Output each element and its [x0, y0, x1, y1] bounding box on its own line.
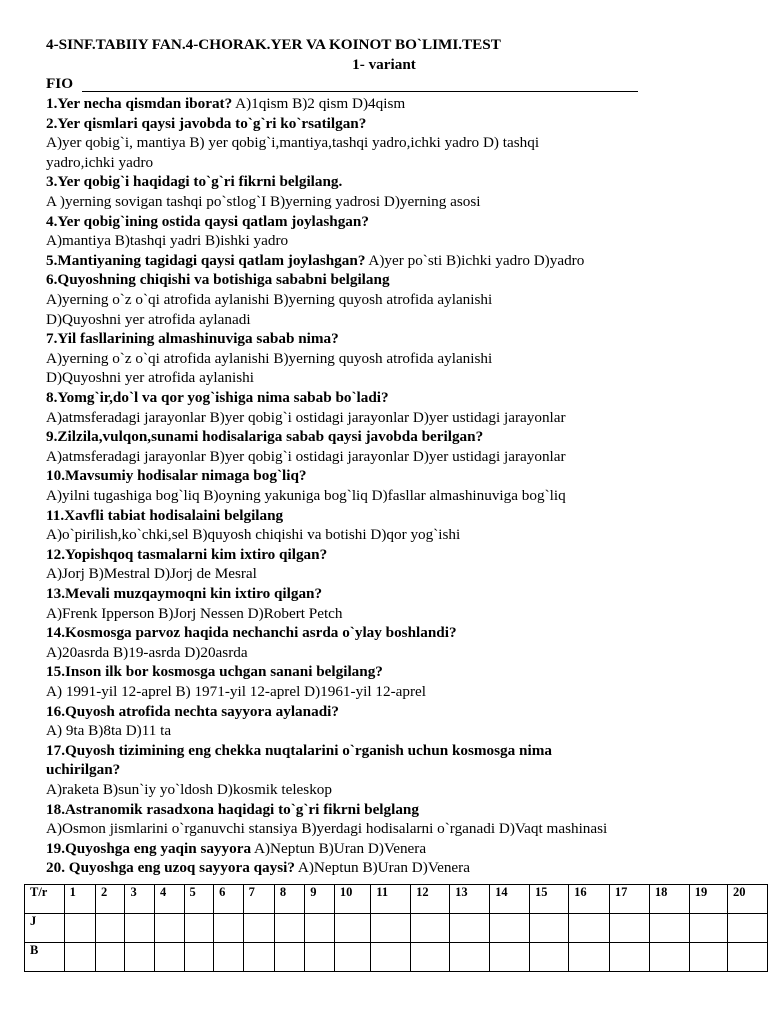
question-number-cell: 4 [155, 885, 185, 914]
question-text: 7.Yil fasllarining almashinuviga sabab nima? [46, 330, 339, 348]
question-text: 18.Astranomik rasadxona haqidagi to`g`ri fikrni belglang [46, 800, 419, 818]
answer-cell [569, 943, 610, 972]
inline-answer-options: A)yer po`sti B)ichki yadro D)yadro [365, 251, 585, 269]
answer-cell [411, 943, 450, 972]
row-label-j: J [25, 914, 65, 943]
question-number-cell: 5 [184, 885, 214, 914]
question-text: 19.Quyoshga eng yaqin sayyora [46, 839, 252, 857]
question-text: 16.Quyosh atrofida nechta sayyora aylanadi? [46, 702, 339, 720]
page-title: 4-SINF.TABIIY FAN.4-CHORAK.YER VA KOINOT BO`LIMI.TEST [46, 36, 501, 53]
question-line [46, 486, 566, 506]
answer-cell [450, 914, 490, 943]
question-text: 13.Mevali muzqaymoqni kin ixtiro qilgan? [46, 585, 323, 602]
answer-cell [411, 914, 450, 943]
question-number-cell: 9 [305, 885, 335, 914]
question-line [46, 662, 383, 682]
question-line [46, 133, 539, 153]
answer-cell [371, 914, 411, 943]
row-label-b: B [25, 943, 65, 972]
question-text: 3.Yer qobig`i haqidagi to`g`ri fikrni belgilang. [46, 173, 343, 191]
question-number-cell: 6 [214, 885, 244, 914]
answer-cell [305, 914, 335, 943]
answer-table-header-row [25, 885, 768, 914]
question-line [46, 172, 342, 192]
question-text: 8.Yomg`ir,do`l va qor yog`ishiga nima sabab bo`ladi? [46, 389, 389, 406]
answer-options: A)yilni tugashiga bog`liq B)oyning yakuniga bog`liq D)fasllar almashinuviga bog`liq [46, 487, 566, 504]
question-line [46, 270, 390, 290]
question-line [46, 388, 389, 408]
question-text: 5.Mantiyaning tagidagi qaysi qatlam joylashgan? [46, 251, 366, 269]
answer-cell [184, 943, 214, 972]
answer-cell [689, 914, 727, 943]
question-line [46, 114, 366, 134]
answer-table-row-j [25, 914, 768, 943]
question-line [46, 564, 257, 584]
question-line [46, 741, 552, 761]
answer-cell [64, 943, 95, 972]
question-text: 15.Inson ilk bor kosmosga uchgan sanani belgilang? [46, 663, 383, 681]
answer-cell [125, 943, 155, 972]
answer-cell [334, 943, 370, 972]
question-number-cell: 16 [569, 885, 610, 914]
question-line [46, 839, 426, 859]
question-number-cell: 1 [64, 885, 95, 914]
answer-cell [727, 914, 767, 943]
question-number-cell: 20 [727, 885, 767, 914]
question-line [46, 780, 332, 800]
question-line [46, 153, 153, 173]
question-line [46, 427, 483, 447]
question-line [46, 682, 426, 702]
question-line [46, 584, 322, 604]
question-line [46, 604, 343, 624]
answer-options: A) 1991-yil 12-aprel B) 1971-yil 12-aprel D)1961-yil 12-aprel [46, 683, 427, 700]
question-line [46, 800, 419, 820]
answer-options: yadro,ichki yadro [46, 153, 154, 171]
question-line [46, 290, 492, 310]
answer-cell [214, 914, 244, 943]
question-number-cell: 19 [689, 885, 727, 914]
question-number-cell: 10 [334, 885, 370, 914]
answer-options: A)20asrda B)19-asrda D)20asrda [46, 643, 248, 661]
question-number-cell: 7 [243, 885, 274, 914]
answer-cell [689, 943, 727, 972]
question-number-cell: 12 [411, 885, 450, 914]
question-line [46, 408, 566, 428]
answer-cell [334, 914, 370, 943]
question-line [46, 858, 470, 878]
question-text: 10.Mavsumiy hodisalar nimaga bog`liq? [46, 467, 307, 485]
answer-options: D)Quyoshni yer atrofida aylanishi [46, 369, 254, 387]
question-text: 9.Zilzila,vulqon,sunami hodisalariga sabab qaysi javobda berilgan? [46, 428, 484, 446]
question-number-cell: 2 [95, 885, 125, 914]
question-line [46, 760, 120, 780]
question-line [46, 466, 306, 486]
answer-cell [125, 914, 155, 943]
question-line [46, 545, 327, 565]
answer-options: D)Quyoshni yer atrofida aylanadi [46, 310, 251, 328]
question-line [46, 721, 171, 741]
question-line [46, 310, 251, 330]
table-header-label: T/r [25, 885, 65, 914]
question-line [46, 819, 607, 839]
answer-cell [530, 914, 569, 943]
answer-cell [184, 914, 214, 943]
question-line [46, 251, 584, 271]
question-line [46, 212, 369, 232]
answer-options: A)yerning o`z o`qi atrofida aylanishi B)yerning quyosh atrofida aylanishi [46, 349, 493, 367]
question-line [46, 231, 288, 251]
question-number-cell: 18 [649, 885, 689, 914]
answer-options: A)o`pirilish,ko`chki,sel B)quyosh chiqishi va botishi D)qor yog`ishi [46, 526, 461, 544]
question-line [46, 506, 283, 526]
answer-cell [305, 943, 335, 972]
question-number-cell: 3 [125, 885, 155, 914]
question-number-cell: 17 [609, 885, 649, 914]
question-line [46, 643, 248, 663]
answer-cell [490, 943, 530, 972]
question-text: 1.Yer necha qismdan iborat? [46, 95, 233, 112]
question-number-cell: 13 [450, 885, 490, 914]
question-line [46, 702, 339, 722]
answer-options: A)Frenk Ipperson B)Jorj Nessen D)Robert Petch [46, 604, 343, 622]
question-text: 20. Quyoshga eng uzoq sayyora qaysi? [46, 859, 295, 877]
variant-label: 1- variant [352, 56, 416, 73]
question-text: 6.Quyoshning chiqishi va botishiga sababni belgilang [46, 271, 390, 289]
question-line [46, 368, 254, 388]
answer-cell [274, 943, 304, 972]
question-text: 12.Yopishqoq tasmalarni kim ixtiro qilgan? [46, 545, 328, 563]
question-text: 14.Kosmosga parvoz haqida nechanchi asrda o`ylay boshlandi? [46, 624, 457, 642]
answer-table [24, 884, 768, 972]
question-text-continued: uchirilgan? [46, 761, 121, 779]
answer-options: A)mantiya B)tashqi yadri B)ishki yadro [46, 232, 289, 250]
question-line [46, 192, 480, 212]
answer-options: A)yer qobig`i, mantiya B) yer qobig`i,mantiya,tashqi yadro,ichki yadro D) tashqi [46, 134, 540, 152]
answer-options: A)atmsferadagi jarayonlar B)yer qobig`i ostidagi jarayonlar D)yer ustidagi jarayonlar [46, 408, 566, 426]
answer-options: A)atmsferadagi jarayonlar B)yer qobig`i ostidagi jarayonlar D)yer ustidagi jarayonlar [46, 447, 566, 465]
answer-cell [371, 943, 411, 972]
question-number-cell: 14 [490, 885, 530, 914]
question-number-cell: 11 [371, 885, 411, 914]
answer-cell [450, 943, 490, 972]
answer-cell [243, 914, 274, 943]
answer-cell [609, 943, 649, 972]
question-line [46, 94, 405, 114]
question-number-cell: 15 [530, 885, 569, 914]
question-text: 4.Yer qobig`ining ostida qaysi qatlam joylashgan? [46, 212, 369, 230]
answer-options: A)Jorj B)Mestral D)Jorj de Mesral [46, 565, 257, 583]
answer-cell [649, 914, 689, 943]
fio-blank-line [82, 90, 638, 92]
question-text: 17.Quyosh tizimining eng chekka nuqtalarini o`rganish uchun kosmosga nima [46, 741, 552, 759]
answer-cell [530, 943, 569, 972]
answer-cell [649, 943, 689, 972]
answer-cell [243, 943, 274, 972]
answer-options: A)Osmon jismlarini o`rganuvchi stansiya B)yerdagi hodisalarni o`rganadi D)Vaqt mashinasi [46, 820, 608, 838]
answer-cell [155, 914, 185, 943]
inline-answer-options: A)Neptun B)Uran D)Venera [251, 839, 427, 857]
answer-cell [609, 914, 649, 943]
question-line [46, 349, 492, 369]
fio-label: FIO [46, 75, 74, 92]
answer-cell [155, 943, 185, 972]
question-line [46, 447, 566, 467]
question-line [46, 329, 339, 349]
question-text: 11.Xavfli tabiat hodisalaini belgilang [46, 506, 284, 524]
answer-table-row-b [25, 943, 768, 972]
inline-answer-options: A)Neptun B)Uran D)Venera [294, 859, 470, 877]
answer-options: A) 9ta B)8ta D)11 ta [46, 722, 172, 740]
answer-cell [214, 943, 244, 972]
answer-cell [64, 914, 95, 943]
question-number-cell: 8 [274, 885, 304, 914]
answer-options: A)raketa B)sun`iy yo`ldosh D)kosmik teleskop [46, 781, 332, 798]
inline-answer-options: A)1qism B)2 qism D)4qism [232, 95, 406, 112]
answer-options: A)yerning o`z o`qi atrofida aylanishi B)yerning quyosh atrofida aylanishi [46, 291, 493, 308]
answer-cell [569, 914, 610, 943]
answer-cell [95, 943, 125, 972]
answer-options: A )yerning sovigan tashqi po`stlog`I B)yerning yadrosi D)yerning asosi [46, 193, 481, 210]
answer-cell [274, 914, 304, 943]
answer-cell [727, 943, 767, 972]
question-text: 2.Yer qismlari qaysi javobda to`g`ri ko`rsatilgan? [46, 114, 367, 132]
answer-cell [95, 914, 125, 943]
question-line [46, 525, 460, 545]
answer-cell [490, 914, 530, 943]
question-line [46, 623, 457, 643]
